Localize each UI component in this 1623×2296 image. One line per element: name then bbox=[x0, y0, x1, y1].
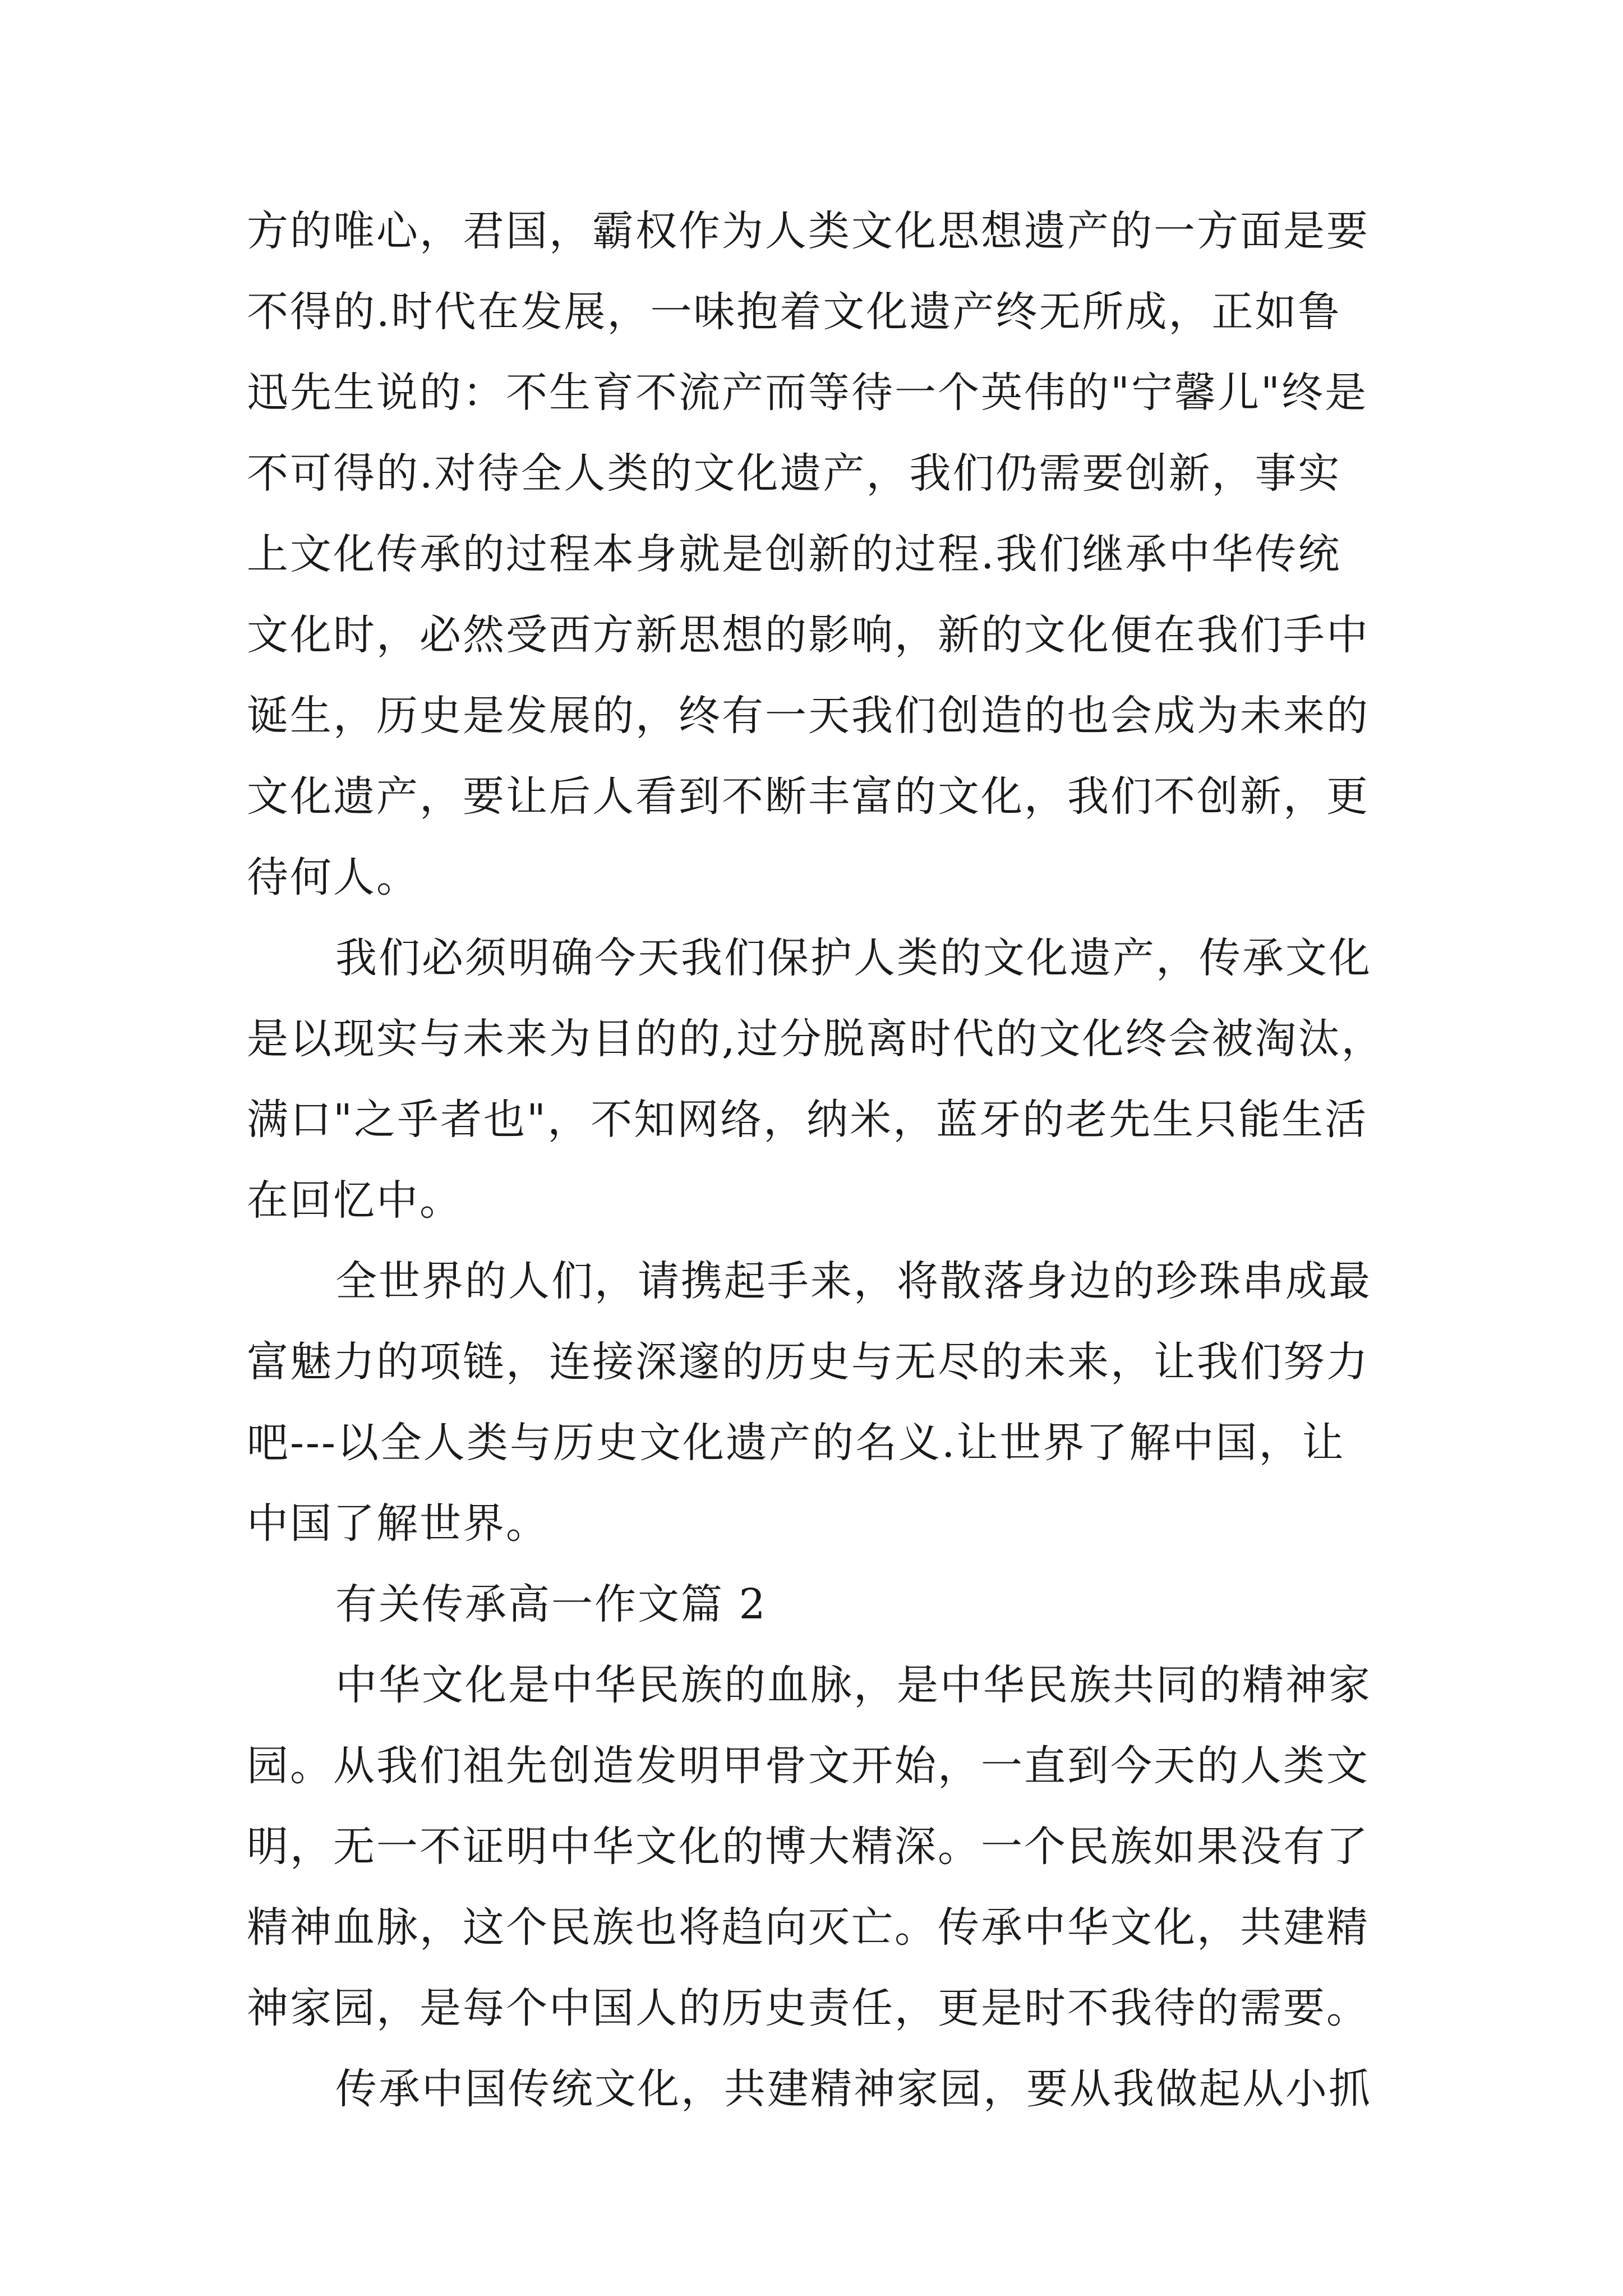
paragraph-3-line: 中国了解世界。 bbox=[247, 1499, 549, 1548]
paragraph-1-line: 文化时，必然受西方新思想的影响，新的文化便在我们手中 bbox=[247, 611, 1370, 659]
paragraph-1-line: 方的唯心，君国，霸权作为人类文化思想遗产的一方面是要 bbox=[247, 207, 1370, 255]
paragraph-2-line: 我们必须明确今天我们保护人类的文化遗产，传承文化 bbox=[335, 934, 1372, 982]
paragraph-4-line: 园。从我们祖先创造发明甲骨文开始，一直到今天的人类文 bbox=[247, 1742, 1370, 1790]
paragraph-4-line: 明，无一不证明中华文化的博大精深。一个民族如果没有了 bbox=[247, 1823, 1370, 1871]
paragraph-1-line: 上文化传承的过程本身就是创新的过程.我们继承中华传统 bbox=[247, 530, 1341, 578]
paragraph-1-line: 诞生，历史是发展的，终有一天我们创造的也会成为未来的 bbox=[247, 692, 1370, 740]
paragraph-2-line: 是以现实与未来为目的的,过分脱离时代的文化终会被淘汰， bbox=[247, 1015, 1385, 1063]
paragraph-4-line: 中华文化是中华民族的血脉，是中华民族共同的精神家 bbox=[335, 1661, 1372, 1709]
paragraph-1-line: 待何人。 bbox=[247, 853, 419, 901]
paragraph-1-line: 不得的.时代在发展，一味抱着文化遗产终无所成，正如鲁 bbox=[247, 288, 1341, 336]
paragraph-3-line: 全世界的人们，请携起手来，将散落身边的珍珠串成最 bbox=[335, 1257, 1372, 1305]
paragraph-3-line: 富魅力的项链，连接深邃的历史与无尽的未来，让我们努力 bbox=[247, 1338, 1370, 1386]
paragraph-4-line: 神家园，是每个中国人的历史责任，更是时不我待的需要。 bbox=[247, 1984, 1370, 2032]
paragraph-1-line: 迅先生说的：不生育不流产而等待一个英伟的"宁馨儿"终是 bbox=[247, 369, 1368, 417]
paragraph-5-line: 传承中国传统文化，共建精神家园，要从我做起从小抓 bbox=[335, 2065, 1372, 2113]
paragraph-1-line: 文化遗产，要让后人看到不断丰富的文化，我们不创新，更 bbox=[247, 772, 1370, 821]
paragraph-4-line: 精神血脉，这个民族也将趋向灭亡。传承中华文化，共建精 bbox=[247, 1903, 1370, 1952]
paragraph-3-line: 吧---以全人类与历史文化遗产的名义.让世界了解中国，让 bbox=[247, 1419, 1345, 1467]
paragraph-2-line: 在回忆中。 bbox=[247, 1176, 463, 1225]
paragraph-2-line: 满口"之乎者也"，不知网络，纳米，蓝牙的老先生只能生活 bbox=[247, 1096, 1368, 1144]
paragraph-1-line: 不可得的.对待全人类的文化遗产，我们仍需要创新，事实 bbox=[247, 449, 1341, 498]
section-heading: 有关传承高一作文篇 2 bbox=[335, 1580, 767, 1628]
